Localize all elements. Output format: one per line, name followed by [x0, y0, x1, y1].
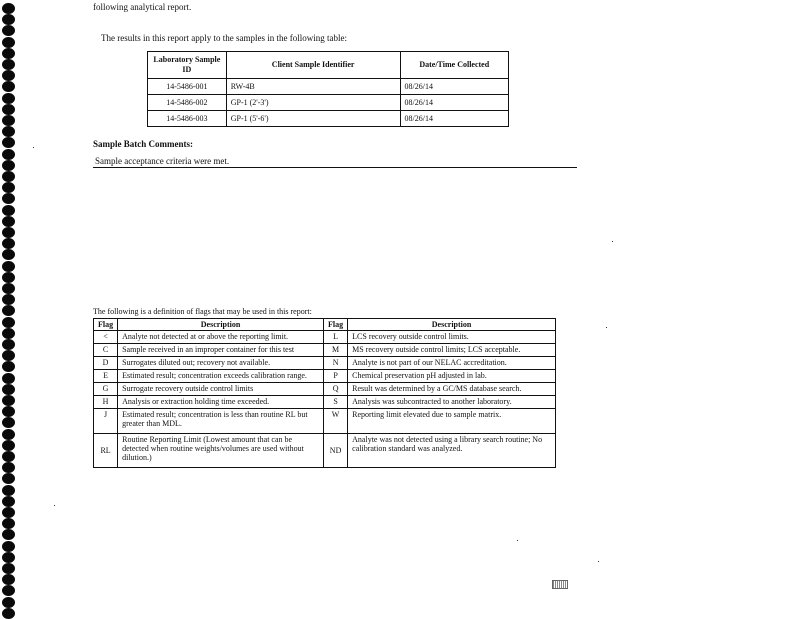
intro-text: following analytical report.: [93, 2, 192, 12]
batch-comments-heading: Sample Batch Comments:: [93, 139, 193, 149]
column-header: Date/Time Collected: [400, 52, 508, 79]
table-row: [94, 370, 556, 383]
flag-description: Analysis or extraction holding time exceeded.: [118, 396, 324, 409]
binder-hole: [2, 149, 15, 160]
flag-code: M: [324, 344, 348, 357]
table-row: [148, 111, 509, 127]
binder-hole: [2, 261, 15, 272]
binder-hole: [2, 193, 15, 204]
binder-hole: [2, 451, 15, 462]
lab-sample-id: 14-5486-001: [148, 79, 227, 95]
flag-description: Routine Reporting Limit (Lowest amount that can be detected when routine weights/volumes are used without dilution.): [118, 434, 324, 468]
binder-hole: [2, 205, 15, 216]
binder-hole: [2, 563, 15, 574]
scan-speck: [517, 540, 518, 541]
binder-hole: [2, 597, 15, 608]
binder-holes: [2, 0, 18, 618]
flag-description: MS recovery outside control limits; LCS acceptable.: [348, 344, 556, 357]
binder-hole: [2, 171, 15, 182]
flag-code: W: [324, 409, 348, 434]
flag-code: H: [94, 396, 118, 409]
client-sample-id: GP-1 (2'-3'): [226, 95, 400, 111]
lab-sample-id: 14-5486-003: [148, 111, 227, 127]
binder-hole: [2, 350, 15, 361]
flag-code: L: [324, 331, 348, 344]
table-header-row: [94, 319, 556, 331]
scan-speck: [54, 505, 55, 506]
flag-description: Analyte not detected at or above the reporting limit.: [118, 331, 324, 344]
table-row: [148, 95, 509, 111]
flags-intro-text: The following is a definition of flags that may be used in this report:: [93, 307, 312, 316]
flag-code: D: [94, 357, 118, 370]
flag-description: Analyte is not part of our NELAC accreditation.: [348, 357, 556, 370]
binder-hole: [2, 37, 15, 48]
binder-hole: [2, 272, 15, 283]
date-collected: 08/26/14: [400, 111, 508, 127]
column-header: Flag: [324, 319, 348, 331]
binder-hole: [2, 473, 15, 484]
batch-comments-text: Sample acceptance criteria were met.: [95, 156, 230, 166]
binder-hole: [2, 339, 15, 350]
column-header: Description: [348, 319, 556, 331]
flags-table: [93, 318, 556, 468]
binder-hole: [2, 496, 15, 507]
client-sample-id: RW-4B: [226, 79, 400, 95]
binder-hole: [2, 59, 15, 70]
binder-hole: [2, 115, 15, 126]
binder-hole: [2, 440, 15, 451]
flag-description: LCS recovery outside control limits.: [348, 331, 556, 344]
table-header-row: [148, 52, 509, 79]
binder-hole: [2, 238, 15, 249]
flag-code: J: [94, 409, 118, 434]
comments-underline: [93, 167, 577, 168]
flag-description: Analyte was not detected using a library search routine; No calibration standard was analyzed.: [348, 434, 556, 468]
binder-hole: [2, 429, 15, 440]
binder-hole: [2, 518, 15, 529]
binder-hole: [2, 81, 15, 92]
lab-sample-id: 14-5486-002: [148, 95, 227, 111]
binder-hole: [2, 507, 15, 518]
flag-description: Reporting limit elevated due to sample matrix.: [348, 409, 556, 434]
binder-hole: [2, 182, 15, 193]
table-row: [94, 383, 556, 396]
scan-mark: [552, 580, 568, 589]
binder-hole: [2, 485, 15, 496]
results-intro-text: The results in this report apply to the samples in the following table:: [101, 33, 347, 43]
binder-hole: [2, 395, 15, 406]
flag-code: S: [324, 396, 348, 409]
table-row: [94, 434, 556, 468]
flag-description: Sample received in an improper container for this test: [118, 344, 324, 357]
binder-hole: [2, 373, 15, 384]
binder-hole: [2, 14, 15, 25]
binder-hole: [2, 227, 15, 238]
binder-hole: [2, 529, 15, 540]
binder-hole: [2, 608, 15, 619]
binder-hole: [2, 462, 15, 473]
binder-hole: [2, 305, 15, 316]
flag-code: <: [94, 331, 118, 344]
table-row: [148, 79, 509, 95]
binder-hole: [2, 48, 15, 59]
client-sample-id: GP-1 (5'-6'): [226, 111, 400, 127]
binder-hole: [2, 216, 15, 227]
flag-code: RL: [94, 434, 118, 468]
binder-hole: [2, 294, 15, 305]
binder-hole: [2, 137, 15, 148]
sample-table: [147, 51, 509, 127]
binder-hole: [2, 541, 15, 552]
binder-hole: [2, 70, 15, 81]
column-header: Flag: [94, 319, 118, 331]
scan-speck: [612, 241, 613, 242]
binder-hole: [2, 552, 15, 563]
flag-code: N: [324, 357, 348, 370]
flag-code: G: [94, 383, 118, 396]
binder-hole: [2, 406, 15, 417]
column-header: Description: [118, 319, 324, 331]
flag-description: Chemical preservation pH adjusted in lab.: [348, 370, 556, 383]
binder-hole: [2, 160, 15, 171]
flag-code: E: [94, 370, 118, 383]
flag-code: C: [94, 344, 118, 357]
column-header: Laboratory Sample ID: [148, 52, 227, 79]
binder-hole: [2, 283, 15, 294]
flag-code: ND: [324, 434, 348, 468]
scan-speck: [598, 561, 599, 562]
binder-hole: [2, 417, 15, 428]
binder-hole: [2, 25, 15, 36]
scan-speck: [33, 147, 34, 148]
scan-speck: [606, 327, 607, 328]
flag-description: Surrogate recovery outside control limits: [118, 383, 324, 396]
flag-code: Q: [324, 383, 348, 396]
binder-hole: [2, 249, 15, 260]
table-row: [94, 331, 556, 344]
binder-hole: [2, 3, 15, 14]
binder-hole: [2, 585, 15, 596]
binder-hole: [2, 93, 15, 104]
column-header: Client Sample Identifier: [226, 52, 400, 79]
binder-hole: [2, 328, 15, 339]
date-collected: 08/26/14: [400, 95, 508, 111]
flag-description: Estimated result; concentration is less than routine RL but greater than MDL.: [118, 409, 324, 434]
binder-hole: [2, 574, 15, 585]
flag-description: Result was determined by a GC/MS database search.: [348, 383, 556, 396]
binder-hole: [2, 384, 15, 395]
date-collected: 08/26/14: [400, 79, 508, 95]
table-row: [94, 409, 556, 434]
binder-hole: [2, 104, 15, 115]
flag-description: Analysis was subcontracted to another laboratory.: [348, 396, 556, 409]
table-row: [94, 396, 556, 409]
binder-hole: [2, 126, 15, 137]
flag-description: Estimated result; concentration exceeds calibration range.: [118, 370, 324, 383]
table-row: [94, 357, 556, 370]
binder-hole: [2, 361, 15, 372]
flag-description: Surrogates diluted out; recovery not available.: [118, 357, 324, 370]
binder-hole: [2, 317, 15, 328]
table-row: [94, 344, 556, 357]
flag-code: P: [324, 370, 348, 383]
